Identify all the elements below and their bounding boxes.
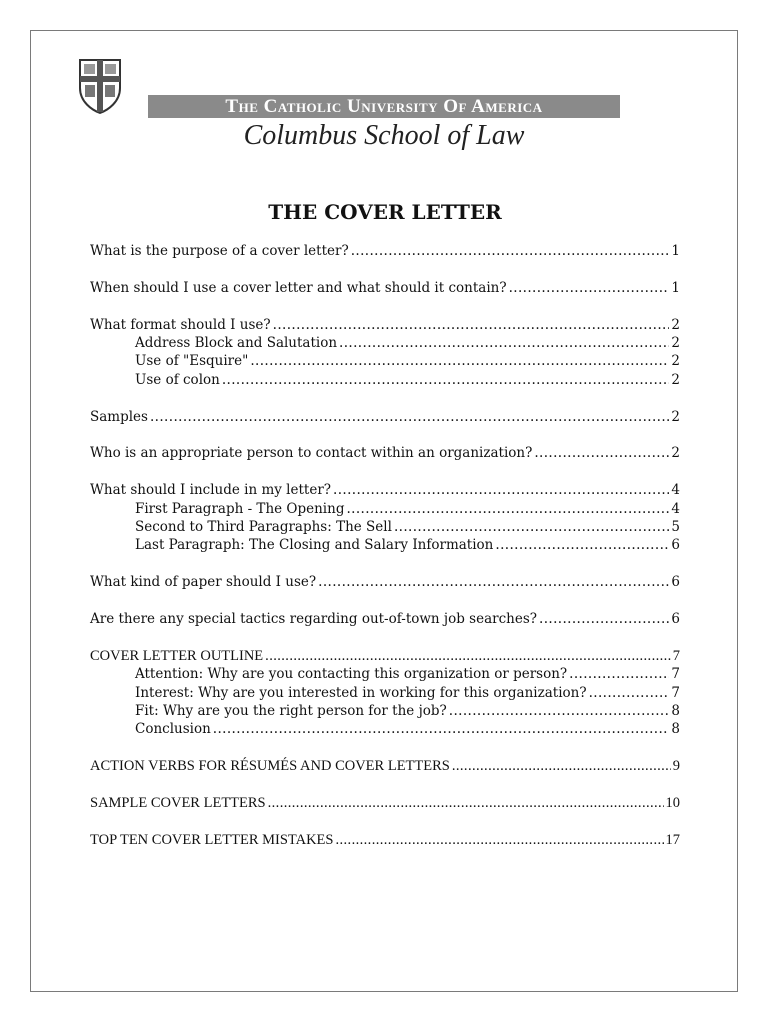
toc-dot-leader xyxy=(335,831,663,849)
toc-entry-title: Interest: Why are you interested in working for this organization? xyxy=(135,684,587,701)
toc-dot-leader xyxy=(273,316,670,334)
toc-spacer xyxy=(90,426,680,445)
toc-entry xyxy=(90,242,680,260)
toc-entry-title: Who is an appropriate person to contact within an organization? xyxy=(90,445,533,462)
toc-page-number: 6 xyxy=(671,574,680,591)
toc-entry-title: Are there any special tactics regarding out-of-town job searches? xyxy=(90,611,537,628)
toc-dot-leader xyxy=(213,720,670,738)
toc-entry-title: Last Paragraph: The Closing and Salary Information xyxy=(135,537,494,554)
toc-page-number: 2 xyxy=(671,445,680,462)
toc-dot-leader xyxy=(265,647,671,665)
toc-dot-leader xyxy=(333,481,669,499)
toc-dot-leader xyxy=(534,444,669,462)
toc-page-number: 2 xyxy=(671,335,680,352)
toc-entry-title: Address Block and Salutation xyxy=(135,335,338,352)
toc-dot-leader xyxy=(250,352,669,370)
toc-subentry xyxy=(90,684,680,702)
toc-dot-leader xyxy=(452,757,671,775)
toc-entry xyxy=(90,647,680,665)
toc-spacer xyxy=(90,555,680,574)
university-name: The Catholic University Of America xyxy=(148,95,620,118)
toc-subentry xyxy=(90,665,680,683)
toc-page-number: 4 xyxy=(671,482,680,499)
toc-dot-leader xyxy=(394,518,669,536)
toc-dot-leader xyxy=(495,536,669,554)
toc-dot-leader xyxy=(318,573,669,591)
toc-entry xyxy=(90,481,680,499)
table-of-contents xyxy=(90,242,680,849)
toc-entry xyxy=(90,444,680,462)
school-name: Columbus School of Law xyxy=(243,120,525,151)
toc-entry-title: What format should I use? xyxy=(90,316,271,333)
toc-entry-title: Use of "Esquire" xyxy=(135,353,249,370)
toc-entry-title: What kind of paper should I use? xyxy=(90,574,317,591)
toc-entry-title: What is the purpose of a cover letter? xyxy=(90,243,349,259)
toc-spacer xyxy=(90,775,680,794)
toc-page-number: 17 xyxy=(665,831,680,848)
toc-dot-leader xyxy=(569,665,669,683)
toc-page-number: 1 xyxy=(671,279,680,296)
toc-page-number: 7 xyxy=(671,666,680,683)
toc-dot-leader xyxy=(150,408,669,426)
toc-spacer xyxy=(90,738,680,757)
toc-page-number: 7 xyxy=(671,684,680,701)
toc-subentry xyxy=(90,334,680,352)
toc-page-number: 2 xyxy=(671,316,680,333)
toc-entry-title: SAMPLE COVER LETTERS xyxy=(90,794,266,811)
toc-page-number: 9 xyxy=(672,757,680,774)
toc-entry-title: COVER LETTER OUTLINE xyxy=(90,647,264,664)
toc-spacer xyxy=(90,591,680,610)
toc-page-number: 7 xyxy=(672,647,680,664)
toc-spacer xyxy=(90,389,680,408)
toc-spacer xyxy=(90,463,680,482)
toc-entry xyxy=(90,279,680,297)
toc-dot-leader xyxy=(339,334,669,352)
toc-entry-title: Use of colon xyxy=(135,371,220,388)
toc-subentry xyxy=(90,518,680,536)
toc-page-number: 10 xyxy=(665,794,680,811)
toc-page-number: 2 xyxy=(671,408,680,425)
toc-entry-title: Attention: Why are you contacting this organization or person? xyxy=(135,666,568,683)
toc-dot-leader xyxy=(449,702,670,720)
toc-entry-title: Fit: Why are you the right person for the job? xyxy=(135,702,447,719)
toc-entry xyxy=(90,610,680,628)
toc-spacer xyxy=(90,260,680,279)
toc-page-number: 6 xyxy=(671,611,680,628)
toc-dot-leader xyxy=(589,684,670,702)
toc-dot-leader xyxy=(351,242,670,260)
toc-dot-leader xyxy=(509,279,670,297)
toc-page-number: 8 xyxy=(671,721,680,738)
toc-dot-leader xyxy=(268,794,664,812)
toc-dot-leader xyxy=(346,500,669,518)
toc-page-number: 1 xyxy=(671,243,680,259)
toc-page-number: 4 xyxy=(671,500,680,517)
toc-entry xyxy=(90,408,680,426)
toc-spacer xyxy=(90,297,680,316)
toc-entry-title: TOP TEN COVER LETTER MISTAKES xyxy=(90,831,334,848)
toc-page-number: 8 xyxy=(671,702,680,719)
document-title: THE COVER LETTER xyxy=(268,200,502,224)
toc-subentry xyxy=(90,536,680,554)
toc-entry-title: ACTION VERBS FOR RÉSUMÉS AND COVER LETTERS xyxy=(90,757,450,774)
toc-entry xyxy=(90,316,680,334)
toc-spacer xyxy=(90,628,680,647)
toc-entry xyxy=(90,757,680,775)
toc-entry-title: When should I use a cover letter and what should it contain? xyxy=(90,279,507,296)
toc-subentry xyxy=(90,500,680,518)
toc-dot-leader xyxy=(539,610,669,628)
toc-entry xyxy=(90,794,680,812)
toc-subentry xyxy=(90,720,680,738)
toc-dot-leader xyxy=(222,371,670,389)
toc-subentry xyxy=(90,702,680,720)
university-crest-icon xyxy=(78,58,122,114)
toc-page-number: 6 xyxy=(671,537,680,554)
toc-entry-title: What should I include in my letter? xyxy=(90,482,332,499)
toc-entry xyxy=(90,573,680,591)
toc-page-number: 5 xyxy=(671,518,680,535)
toc-entry-title: Second to Third Paragraphs: The Sell xyxy=(135,518,392,535)
toc-page-number: 2 xyxy=(671,371,680,388)
toc-entry-title: Samples xyxy=(90,408,148,425)
toc-page-number: 2 xyxy=(671,353,680,370)
toc-entry-title: Conclusion xyxy=(135,721,211,738)
toc-spacer xyxy=(90,812,680,831)
toc-entry xyxy=(90,831,680,849)
toc-entry-title: First Paragraph - The Opening xyxy=(135,500,345,517)
toc-subentry xyxy=(90,352,680,370)
toc-subentry xyxy=(90,371,680,389)
